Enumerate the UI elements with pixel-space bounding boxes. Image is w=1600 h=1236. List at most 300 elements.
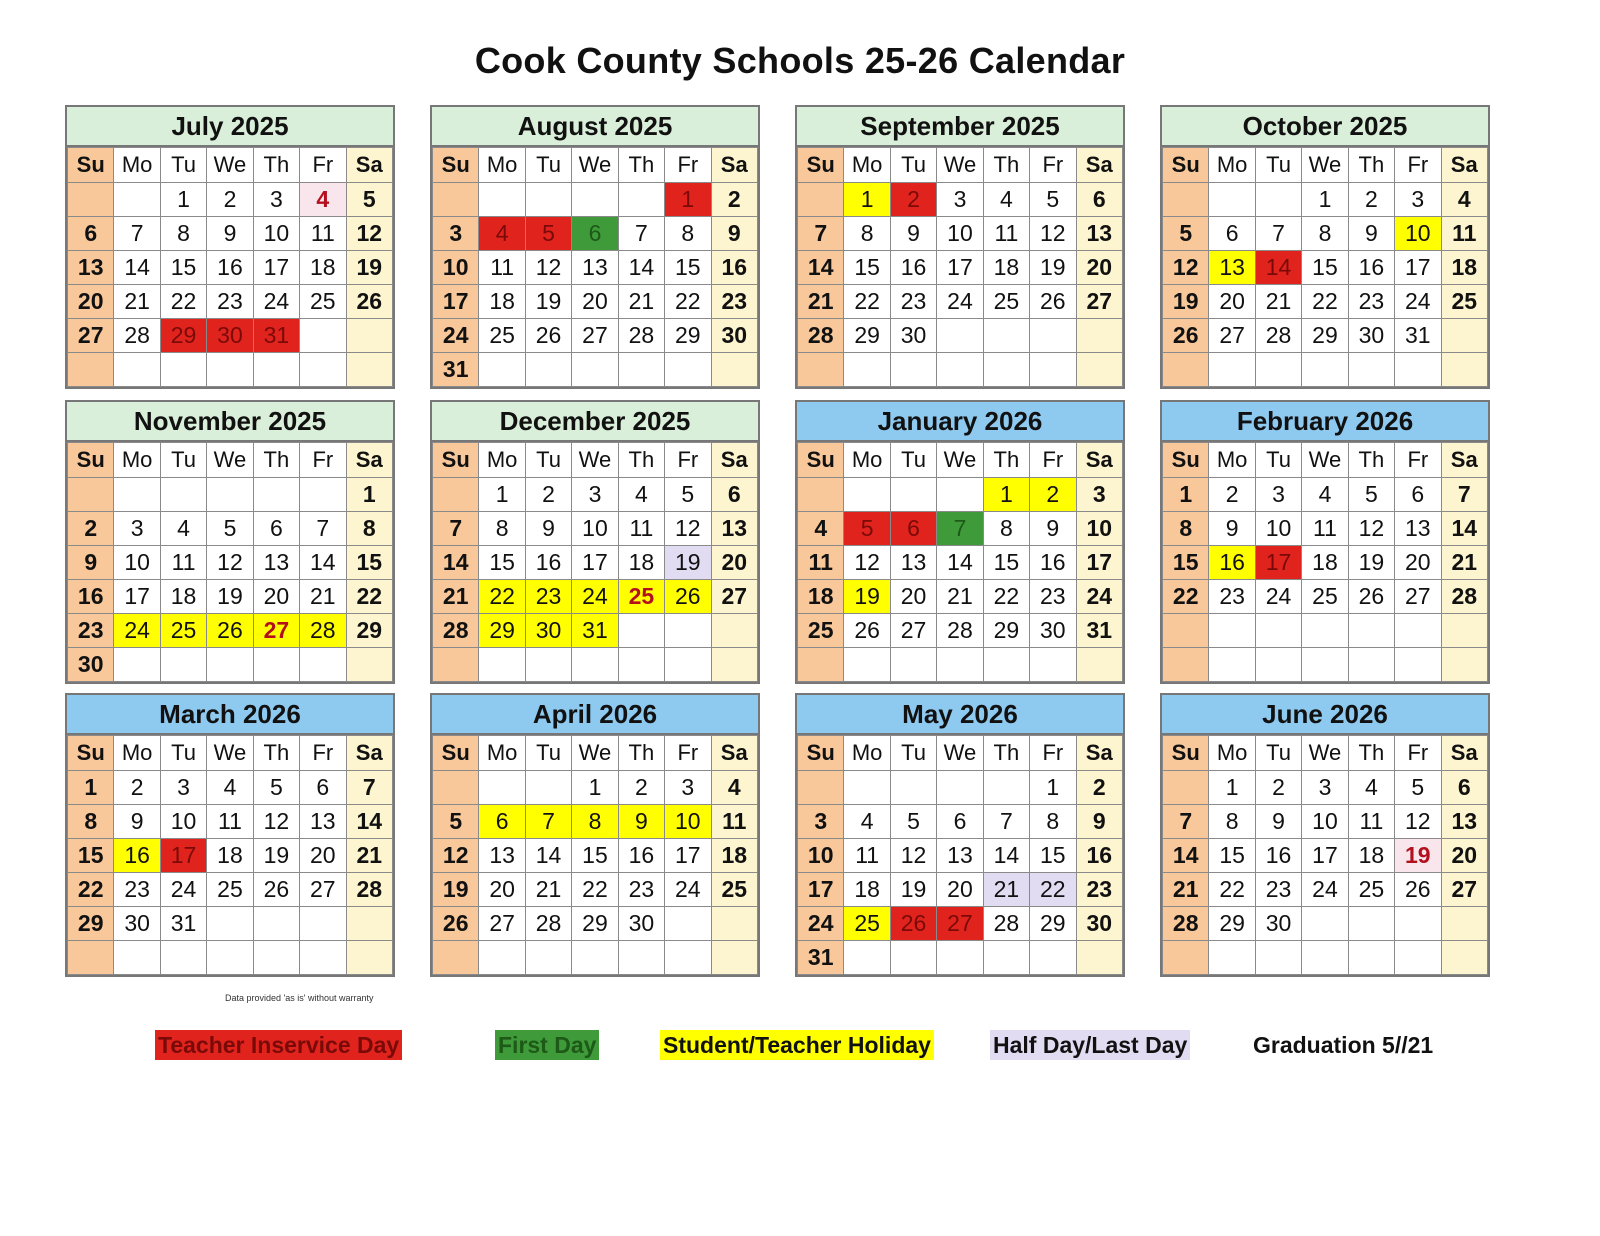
empty-cell (68, 353, 114, 387)
day-cell: 26 (1348, 580, 1394, 614)
weekday-header: Th (618, 148, 664, 183)
day-cell: 26 (253, 873, 299, 907)
day-cell: 8 (572, 805, 618, 839)
month-title: October 2025 (1162, 107, 1488, 147)
day-cell: 26 (890, 907, 936, 941)
empty-cell (160, 478, 206, 512)
weekday-header: Mo (479, 148, 525, 183)
day-cell: 17 (1395, 251, 1441, 285)
empty-cell (1255, 353, 1301, 387)
empty-cell (1348, 614, 1394, 648)
weekday-header: Mo (844, 736, 890, 771)
weekday-header: Su (798, 443, 844, 478)
day-cell: 6 (937, 805, 983, 839)
day-cell: 27 (300, 873, 346, 907)
day-cell: 12 (1163, 251, 1209, 285)
day-cell: 15 (1030, 839, 1076, 873)
empty-cell (890, 941, 936, 975)
empty-cell (114, 941, 160, 975)
day-cell: 29 (1209, 907, 1255, 941)
day-cell: 7 (798, 217, 844, 251)
day-cell: 8 (983, 512, 1029, 546)
day-cell: 24 (253, 285, 299, 319)
day-cell: 16 (1255, 839, 1301, 873)
day-cell: 13 (711, 512, 757, 546)
day-cell: 28 (1441, 580, 1487, 614)
day-cell: 21 (114, 285, 160, 319)
day-cell: 17 (160, 839, 206, 873)
weekday-header: We (937, 443, 983, 478)
day-cell: 26 (525, 319, 571, 353)
day-cell: 19 (207, 580, 253, 614)
month-calendar (795, 105, 1125, 389)
legend-graduation: Graduation 5//21 (1253, 1032, 1434, 1058)
empty-cell (207, 941, 253, 975)
day-cell: 31 (160, 907, 206, 941)
day-cell: 14 (433, 546, 479, 580)
day-cell: 6 (300, 771, 346, 805)
empty-cell (300, 353, 346, 387)
weekday-header: Sa (711, 736, 757, 771)
day-cell: 16 (711, 251, 757, 285)
empty-cell (1076, 353, 1122, 387)
day-cell: 21 (1163, 873, 1209, 907)
weekday-header: Sa (711, 443, 757, 478)
day-cell: 8 (1209, 805, 1255, 839)
day-cell: 22 (1302, 285, 1348, 319)
day-cell: 12 (433, 839, 479, 873)
weekday-header: Sa (346, 736, 392, 771)
weekday-header: Sa (346, 148, 392, 183)
day-cell: 3 (1395, 183, 1441, 217)
day-cell: 20 (890, 580, 936, 614)
empty-cell (1030, 648, 1076, 682)
weekday-header: Tu (1255, 443, 1301, 478)
day-cell: 6 (1209, 217, 1255, 251)
day-cell: 11 (798, 546, 844, 580)
empty-cell (1441, 614, 1487, 648)
weekday-header: Th (1348, 736, 1394, 771)
day-cell: 9 (1076, 805, 1122, 839)
day-cell: 16 (1348, 251, 1394, 285)
empty-cell (665, 941, 711, 975)
day-cell: 20 (479, 873, 525, 907)
empty-cell (1209, 614, 1255, 648)
day-cell: 11 (844, 839, 890, 873)
day-cell: 2 (1076, 771, 1122, 805)
day-cell: 26 (665, 580, 711, 614)
day-cell: 17 (1076, 546, 1122, 580)
empty-cell (1076, 648, 1122, 682)
weekday-header: Fr (300, 736, 346, 771)
day-cell: 20 (68, 285, 114, 319)
day-cell: 15 (68, 839, 114, 873)
day-cell: 26 (1163, 319, 1209, 353)
day-cell: 29 (983, 614, 1029, 648)
day-cell: 12 (1348, 512, 1394, 546)
day-cell: 1 (572, 771, 618, 805)
month-title: May 2026 (797, 695, 1123, 735)
day-cell: 5 (525, 217, 571, 251)
empty-cell (1395, 648, 1441, 682)
empty-cell (300, 478, 346, 512)
day-cell: 3 (160, 771, 206, 805)
day-cell: 29 (160, 319, 206, 353)
empty-cell (1302, 614, 1348, 648)
day-cell: 27 (479, 907, 525, 941)
empty-cell (1395, 353, 1441, 387)
empty-cell (1209, 941, 1255, 975)
empty-cell (711, 907, 757, 941)
day-cell: 14 (1163, 839, 1209, 873)
day-cell: 11 (1302, 512, 1348, 546)
day-cell: 30 (890, 319, 936, 353)
empty-cell (114, 183, 160, 217)
day-cell: 3 (1255, 478, 1301, 512)
weekday-header: We (207, 148, 253, 183)
weekday-header: Fr (665, 148, 711, 183)
day-cell: 27 (711, 580, 757, 614)
day-cell: 31 (253, 319, 299, 353)
day-cell: 20 (572, 285, 618, 319)
empty-cell (114, 353, 160, 387)
empty-cell (160, 941, 206, 975)
empty-cell (1163, 614, 1209, 648)
day-cell: 5 (890, 805, 936, 839)
day-cell: 14 (1255, 251, 1301, 285)
empty-cell (207, 648, 253, 682)
day-cell: 28 (346, 873, 392, 907)
day-cell: 7 (525, 805, 571, 839)
day-cell: 14 (937, 546, 983, 580)
day-cell: 14 (618, 251, 664, 285)
day-cell: 23 (207, 285, 253, 319)
day-cell: 17 (1302, 839, 1348, 873)
weekday-header: Tu (890, 148, 936, 183)
weekday-header: Sa (1076, 148, 1122, 183)
day-cell: 24 (160, 873, 206, 907)
day-cell: 3 (253, 183, 299, 217)
day-cell: 12 (525, 251, 571, 285)
empty-cell (346, 319, 392, 353)
day-cell: 14 (525, 839, 571, 873)
weekday-header: Tu (160, 736, 206, 771)
day-cell: 19 (1348, 546, 1394, 580)
day-cell: 23 (1209, 580, 1255, 614)
empty-cell (479, 941, 525, 975)
month-title: November 2025 (67, 402, 393, 442)
day-cell: 21 (300, 580, 346, 614)
empty-cell (618, 183, 664, 217)
empty-cell (665, 353, 711, 387)
weekday-header: Sa (346, 443, 392, 478)
weekday-header: Sa (1076, 736, 1122, 771)
day-cell: 18 (1302, 546, 1348, 580)
day-cell: 9 (114, 805, 160, 839)
legend-half-day: Half Day/Last Day (990, 1030, 1190, 1060)
day-cell: 28 (525, 907, 571, 941)
day-cell: 13 (479, 839, 525, 873)
empty-cell (844, 941, 890, 975)
empty-cell (160, 353, 206, 387)
day-cell: 24 (1302, 873, 1348, 907)
empty-cell (525, 648, 571, 682)
day-cell: 18 (160, 580, 206, 614)
day-cell: 14 (114, 251, 160, 285)
day-cell: 30 (1030, 614, 1076, 648)
day-cell: 31 (798, 941, 844, 975)
day-cell: 6 (890, 512, 936, 546)
weekday-header: We (937, 736, 983, 771)
empty-cell (433, 941, 479, 975)
day-cell: 31 (572, 614, 618, 648)
day-cell: 11 (160, 546, 206, 580)
empty-cell (433, 648, 479, 682)
empty-cell (479, 183, 525, 217)
day-cell: 18 (711, 839, 757, 873)
weekday-header: Fr (300, 148, 346, 183)
day-cell: 1 (479, 478, 525, 512)
day-cell: 5 (253, 771, 299, 805)
day-cell: 11 (983, 217, 1029, 251)
empty-cell (1302, 941, 1348, 975)
day-cell: 26 (844, 614, 890, 648)
month-title: January 2026 (797, 402, 1123, 442)
day-cell: 24 (572, 580, 618, 614)
day-cell: 7 (983, 805, 1029, 839)
day-cell: 10 (253, 217, 299, 251)
day-cell: 7 (1163, 805, 1209, 839)
empty-cell (798, 183, 844, 217)
weekday-header: Th (253, 443, 299, 478)
day-cell: 6 (572, 217, 618, 251)
weekday-header: We (572, 148, 618, 183)
empty-cell (983, 941, 1029, 975)
day-cell: 24 (114, 614, 160, 648)
day-cell: 2 (1209, 478, 1255, 512)
day-cell: 13 (890, 546, 936, 580)
day-cell: 4 (1348, 771, 1394, 805)
day-cell: 11 (618, 512, 664, 546)
day-cell: 23 (68, 614, 114, 648)
empty-cell (1030, 941, 1076, 975)
day-cell: 7 (1441, 478, 1487, 512)
empty-cell (618, 941, 664, 975)
day-cell: 25 (300, 285, 346, 319)
day-cell: 10 (665, 805, 711, 839)
day-cell: 19 (1395, 839, 1441, 873)
empty-cell (665, 614, 711, 648)
empty-cell (1395, 907, 1441, 941)
weekday-header: Mo (1209, 736, 1255, 771)
day-cell: 4 (711, 771, 757, 805)
empty-cell (937, 353, 983, 387)
day-cell: 5 (207, 512, 253, 546)
weekday-header: Sa (1441, 443, 1487, 478)
day-cell: 6 (253, 512, 299, 546)
weekday-header: Mo (114, 736, 160, 771)
month-calendar (1160, 693, 1490, 977)
weekday-header: Fr (1030, 443, 1076, 478)
weekday-header: Su (68, 736, 114, 771)
empty-cell (433, 183, 479, 217)
empty-cell (1441, 648, 1487, 682)
day-cell: 30 (207, 319, 253, 353)
day-cell: 2 (711, 183, 757, 217)
weekday-header: Su (1163, 736, 1209, 771)
day-cell: 10 (1076, 512, 1122, 546)
weekday-header: Mo (1209, 443, 1255, 478)
empty-cell (253, 478, 299, 512)
empty-cell (114, 648, 160, 682)
empty-cell (479, 771, 525, 805)
day-cell: 23 (1348, 285, 1394, 319)
day-cell: 19 (1030, 251, 1076, 285)
day-cell: 11 (1348, 805, 1394, 839)
day-cell: 10 (433, 251, 479, 285)
day-cell: 2 (890, 183, 936, 217)
weekday-header: Fr (300, 443, 346, 478)
day-cell: 15 (346, 546, 392, 580)
day-cell: 23 (1076, 873, 1122, 907)
empty-cell (1030, 319, 1076, 353)
day-cell: 24 (1255, 580, 1301, 614)
weekday-header: Su (68, 443, 114, 478)
empty-cell (711, 614, 757, 648)
weekday-header: We (1302, 736, 1348, 771)
day-cell: 5 (844, 512, 890, 546)
weekday-header: We (207, 443, 253, 478)
empty-cell (1395, 614, 1441, 648)
day-cell: 30 (618, 907, 664, 941)
day-cell: 29 (572, 907, 618, 941)
day-cell: 10 (572, 512, 618, 546)
day-cell: 15 (1209, 839, 1255, 873)
day-cell: 28 (1163, 907, 1209, 941)
empty-cell (1302, 648, 1348, 682)
empty-cell (253, 353, 299, 387)
day-cell: 17 (665, 839, 711, 873)
month-calendar (1160, 105, 1490, 389)
day-cell: 12 (346, 217, 392, 251)
day-cell: 13 (68, 251, 114, 285)
day-cell: 20 (1076, 251, 1122, 285)
day-cell: 11 (300, 217, 346, 251)
day-cell: 13 (1395, 512, 1441, 546)
page-title: Cook County Schools 25-26 Calendar (474, 40, 1126, 81)
day-cell: 22 (1163, 580, 1209, 614)
day-cell: 3 (937, 183, 983, 217)
empty-cell (983, 771, 1029, 805)
day-cell: 2 (618, 771, 664, 805)
empty-cell (572, 648, 618, 682)
day-cell: 18 (798, 580, 844, 614)
empty-cell (479, 353, 525, 387)
empty-cell (207, 478, 253, 512)
day-cell: 2 (207, 183, 253, 217)
month-calendar (795, 400, 1125, 684)
month-calendar (430, 693, 760, 977)
day-cell: 30 (711, 319, 757, 353)
day-cell: 8 (160, 217, 206, 251)
day-cell: 24 (937, 285, 983, 319)
weekday-header: Th (618, 443, 664, 478)
weekday-header: Th (253, 736, 299, 771)
day-cell: 19 (844, 580, 890, 614)
day-cell: 16 (618, 839, 664, 873)
empty-cell (346, 353, 392, 387)
day-cell: 1 (1302, 183, 1348, 217)
empty-cell (300, 319, 346, 353)
day-cell: 9 (711, 217, 757, 251)
empty-cell (68, 478, 114, 512)
day-cell: 22 (160, 285, 206, 319)
empty-cell (1163, 183, 1209, 217)
day-cell: 1 (1209, 771, 1255, 805)
day-cell: 4 (983, 183, 1029, 217)
day-cell: 7 (433, 512, 479, 546)
day-cell: 26 (207, 614, 253, 648)
day-cell: 22 (983, 580, 1029, 614)
empty-cell (207, 907, 253, 941)
day-cell: 28 (300, 614, 346, 648)
empty-cell (253, 648, 299, 682)
day-cell: 5 (665, 478, 711, 512)
day-cell: 20 (711, 546, 757, 580)
empty-cell (300, 941, 346, 975)
day-cell: 3 (114, 512, 160, 546)
empty-cell (1163, 771, 1209, 805)
day-cell: 20 (1209, 285, 1255, 319)
empty-cell (1348, 353, 1394, 387)
weekday-header: Mo (844, 443, 890, 478)
day-cell: 25 (1348, 873, 1394, 907)
day-cell: 13 (937, 839, 983, 873)
day-cell: 26 (1395, 873, 1441, 907)
weekday-header: Th (983, 736, 1029, 771)
weekday-header: Mo (114, 443, 160, 478)
day-cell: 15 (983, 546, 1029, 580)
day-cell: 22 (844, 285, 890, 319)
day-cell: 1 (983, 478, 1029, 512)
day-cell: 3 (665, 771, 711, 805)
month-calendar (795, 693, 1125, 977)
day-cell: 17 (253, 251, 299, 285)
weekday-header: Su (433, 443, 479, 478)
weekday-header: Sa (1441, 736, 1487, 771)
day-cell: 12 (1395, 805, 1441, 839)
empty-cell (525, 353, 571, 387)
day-cell: 8 (844, 217, 890, 251)
day-cell: 30 (525, 614, 571, 648)
day-cell: 8 (479, 512, 525, 546)
empty-cell (433, 478, 479, 512)
day-cell: 28 (1255, 319, 1301, 353)
day-cell: 9 (1255, 805, 1301, 839)
empty-cell (937, 941, 983, 975)
day-cell: 2 (114, 771, 160, 805)
month-title: September 2025 (797, 107, 1123, 147)
day-cell: 14 (300, 546, 346, 580)
day-cell: 6 (1441, 771, 1487, 805)
day-cell: 10 (160, 805, 206, 839)
day-cell: 25 (618, 580, 664, 614)
day-cell: 21 (983, 873, 1029, 907)
day-cell: 19 (525, 285, 571, 319)
day-cell: 17 (572, 546, 618, 580)
day-cell: 27 (572, 319, 618, 353)
weekday-header: Th (983, 148, 1029, 183)
